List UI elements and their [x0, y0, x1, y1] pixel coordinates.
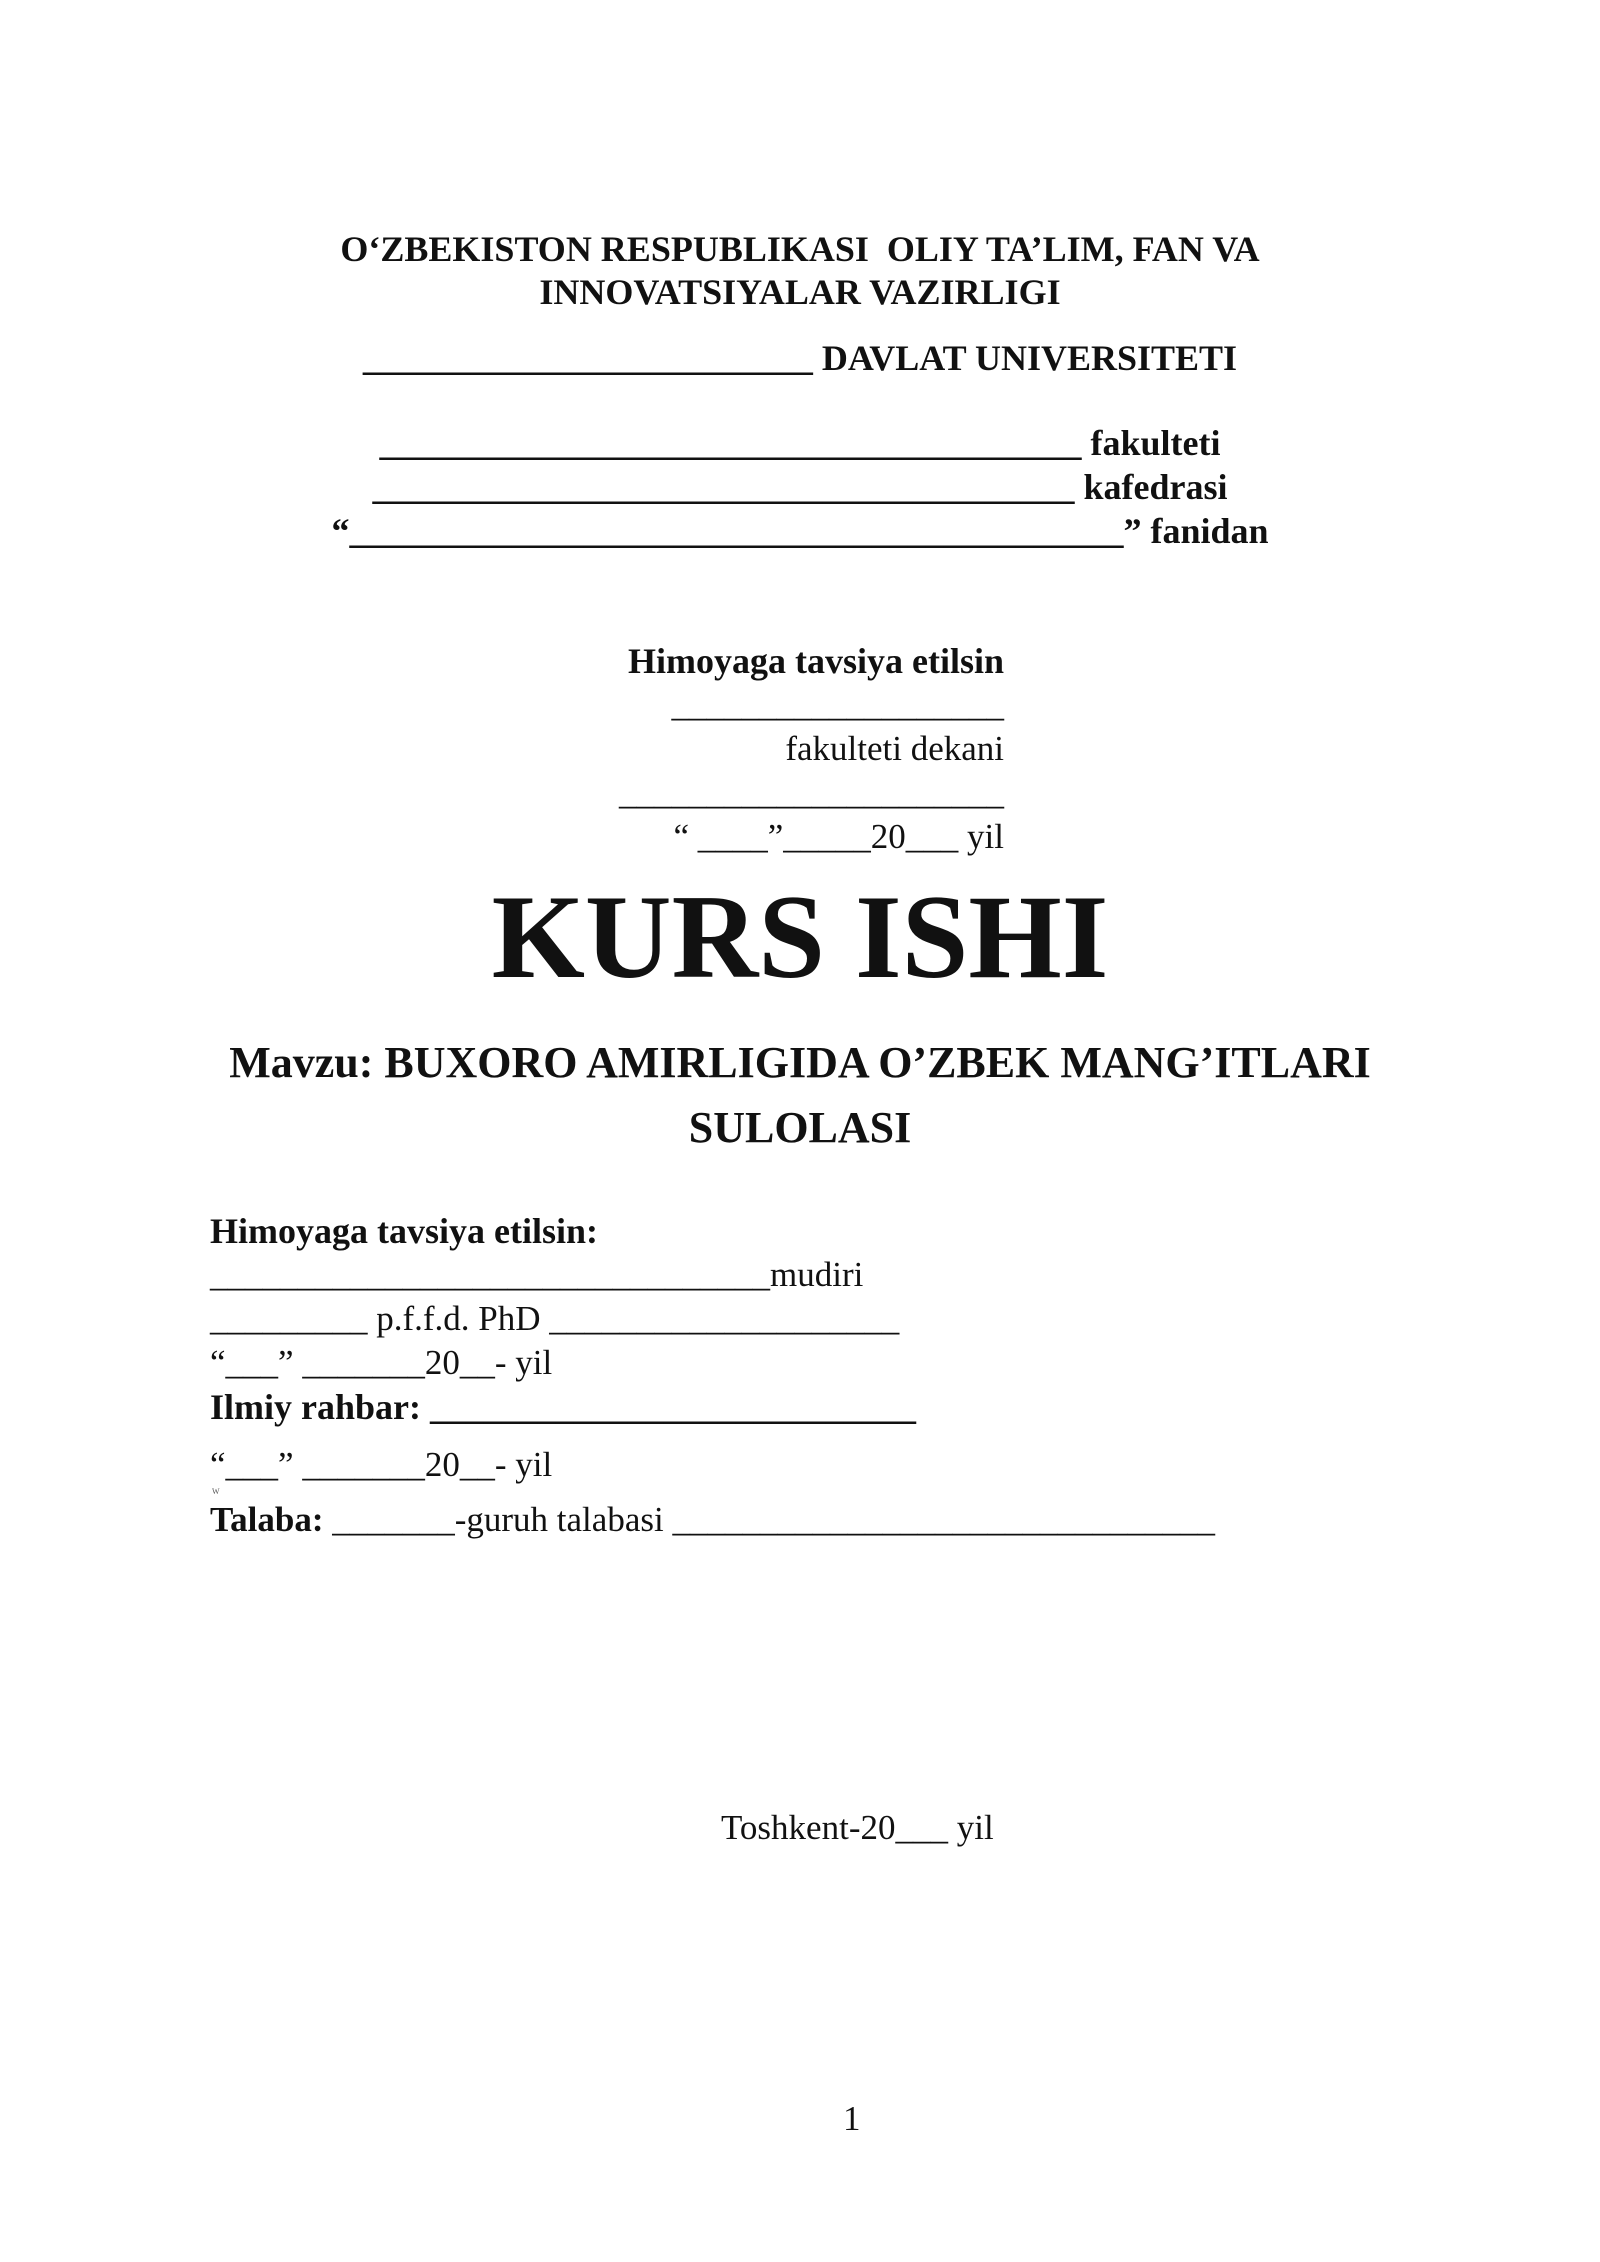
- subject-line: “___________________________________________” fanidan: [331, 511, 1269, 551]
- dean-role: fakulteti dekani: [785, 729, 1004, 768]
- approval-date-2: “___” _______20__- yil: [210, 1445, 553, 1484]
- dean-signature-line: ___________________: [671, 685, 1004, 724]
- ministry-line-1: O‘ZBEKISTON RESPUBLIKASI OLIY TA’LIM, FAN VA: [340, 229, 1260, 269]
- head-of-department-line: ________________________________mudiri: [210, 1255, 864, 1294]
- approvals-heading: Himoyaga tavsiya etilsin:: [210, 1211, 598, 1251]
- student-details: _______-guruh talabasi _______________________________: [323, 1500, 1215, 1539]
- dean-approval-date: “ ____”_____20___ yil: [673, 817, 1004, 856]
- page-number: 1: [843, 2099, 861, 2138]
- tiny-mark: W: [212, 1487, 220, 1496]
- topic-line-2: SULOLASI: [688, 1103, 912, 1152]
- department-line: _______________________________________ kafedrasi: [372, 467, 1228, 507]
- university-line: _________________________ DAVLAT UNIVERSITETI: [362, 338, 1238, 378]
- document-title: KURS ISHI: [491, 870, 1109, 1003]
- approval-date-1: “___” _______20__- yil: [210, 1343, 553, 1382]
- ministry-line-2: INNOVATSIYALAR VAZIRLIGI: [539, 272, 1061, 312]
- degree-line: _________ p.f.f.d. PhD ____________________: [210, 1299, 900, 1338]
- topic-line-1: Mavzu: BUXORO AMIRLIGIDA O’ZBEK MANG’ITLARI: [229, 1038, 1371, 1087]
- dean-approval-title: Himoyaga tavsiya etilsin: [628, 641, 1004, 681]
- faculty-line: _______________________________________ fakulteti: [379, 423, 1221, 463]
- student-line: [210, 1502, 1215, 1537]
- dean-name-line: ______________________: [619, 773, 1004, 812]
- student-label: Talaba:: [210, 1500, 324, 1539]
- supervisor-line: Ilmiy rahbar: ___________________________: [210, 1387, 916, 1427]
- place-year: Toshkent-20___ yil: [721, 1808, 994, 1847]
